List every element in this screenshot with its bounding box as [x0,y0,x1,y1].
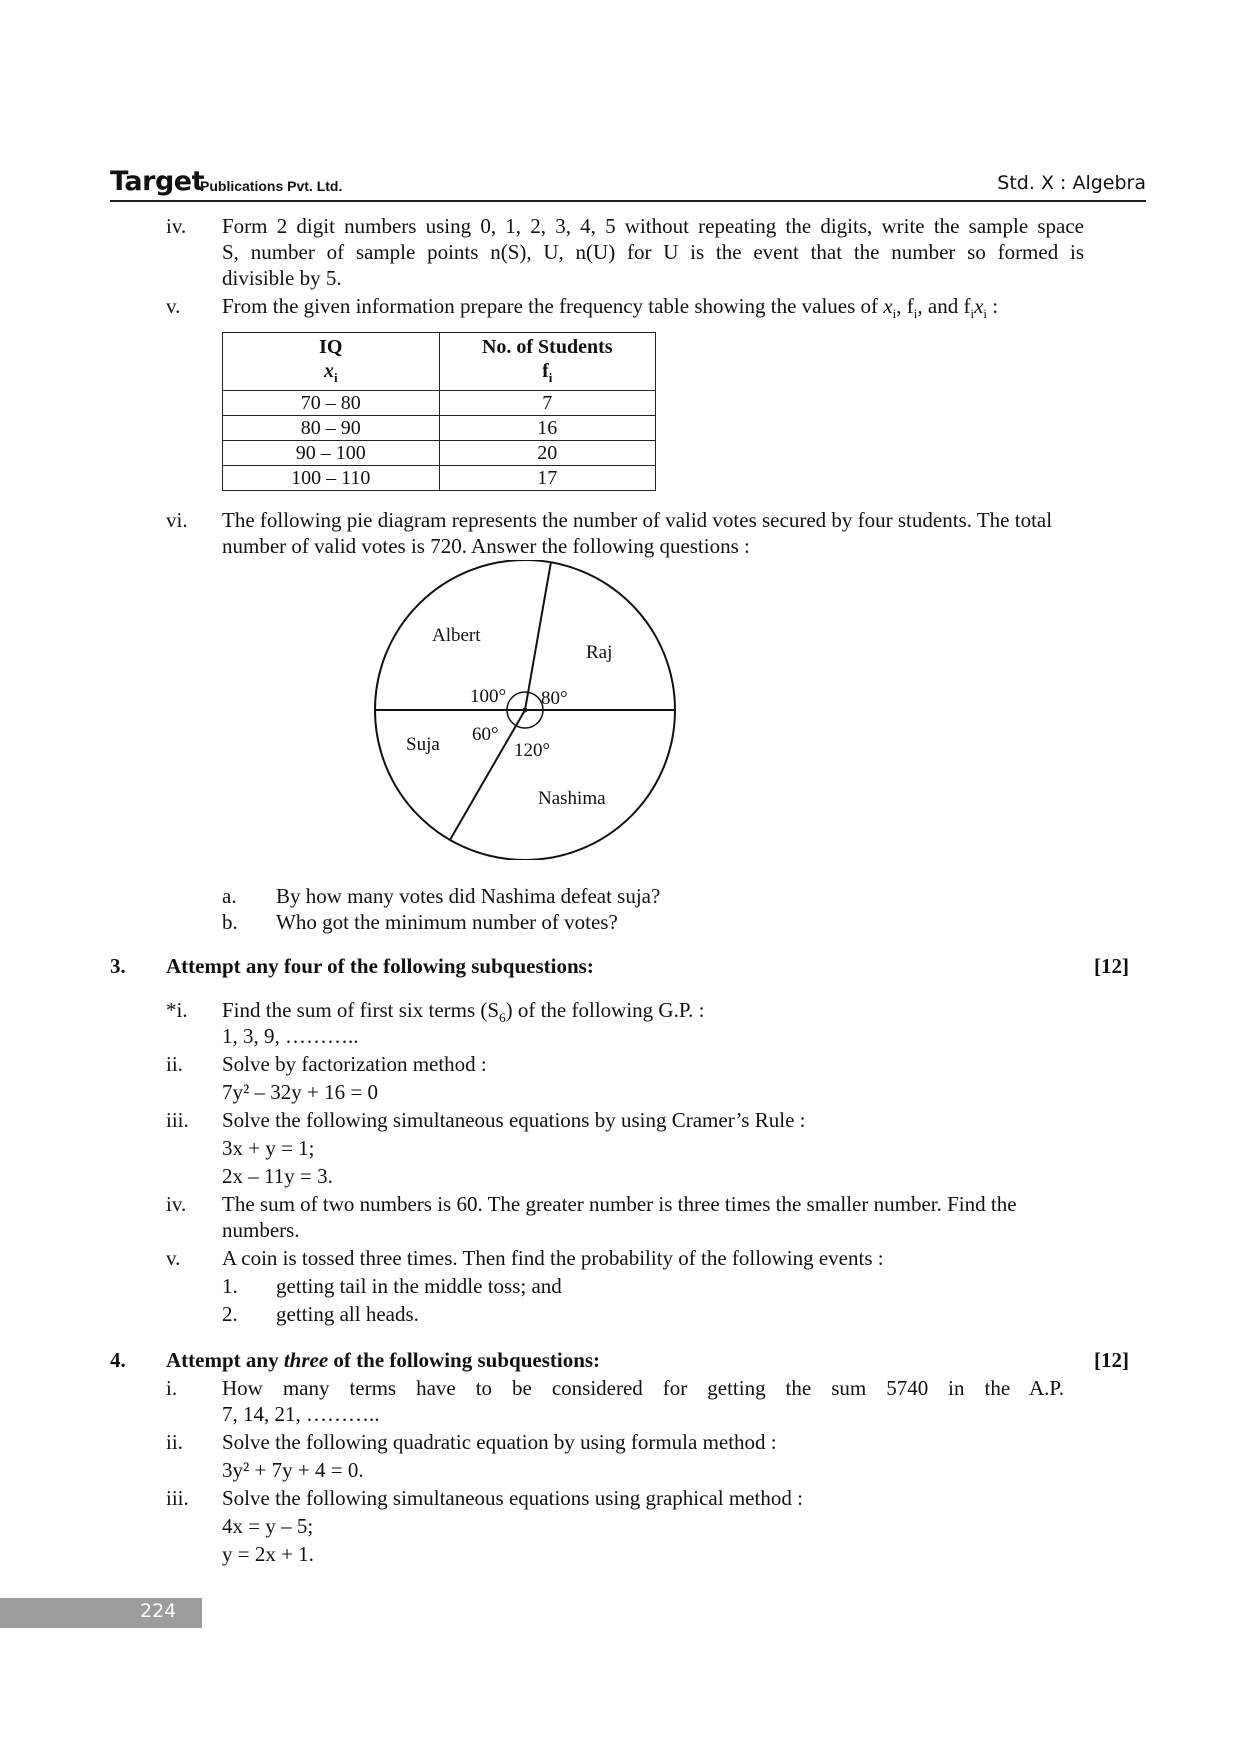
pie-angle-suja: 60° [472,724,499,745]
table-header-row [223,333,656,391]
page-number: 224 [140,1600,177,1622]
table-cell-iq: 70 – 80 [223,391,440,416]
q4-number: 4. [110,1348,126,1372]
pie-diagram [360,560,690,860]
q3-marks: [12] [1094,954,1129,978]
q4-iii-line1: Solve the following simultaneous equations using graphical method : [222,1486,803,1510]
q3-v-1-text: getting tail in the middle toss; and [276,1274,562,1298]
pie-label-raj: Raj [586,642,613,663]
q3-v-number: v. [166,1246,181,1270]
q4-iii-number: iii. [166,1486,189,1510]
q3-iii-number: iii. [166,1108,189,1132]
q2-vi-a-number: a. [222,884,237,908]
q4-ii-number: ii. [166,1430,183,1454]
q2-iv-line1: Form 2 digit numbers using 0, 1, 2, 3, 4, 5 without repeating the digits, write the sample space [222,214,1084,238]
q2-iv-number: iv. [166,214,187,238]
table-header-students: No. of Students $f_i$ [439,333,656,391]
pie-label-nashima: Nashima [538,788,606,809]
q2-vi-line1: The following pie diagram represents the number of valid votes secured by four students. The total [222,508,1053,532]
q4-title: Attempt any three of the following subquestions: [166,1348,601,1372]
q3-i-line1: Find the sum of first six terms $(S_6)$ of the following G.P. : [222,998,705,1026]
q2-vi-number: vi. [166,508,188,532]
brand-subtitle: Publications Pvt. Ltd. [200,178,343,194]
table-cell-iq: 90 – 100 [223,441,440,466]
q4-marks: [12] [1094,1348,1129,1372]
pie-label-albert: Albert [432,625,481,646]
table-cell-f: 17 [439,466,656,491]
q2-v-text: From the given information prepare the frequency table showing the values of $x_i$, $f_i$, and $f_ix_i$ : [222,294,999,322]
q2-vi-b-number: b. [222,910,238,934]
q3-title: Attempt any four of the following subquestions: [166,954,594,978]
brand-logo: Target [110,166,205,197]
iq-frequency-table [222,332,656,491]
q4-iii-equation2: y = 2x + 1. [222,1542,314,1566]
pie-label-suja: Suja [406,734,440,755]
q3-iv-line1: The sum of two numbers is 60. The greater number is three times the smaller number. Find the [222,1192,1017,1216]
q4-iii-equation1: 4x = y – 5; [222,1514,314,1538]
page-header [110,166,1146,202]
q4-ii-equation: 3y² + 7y + 4 = 0. [222,1458,364,1482]
q3-iv-number: iv. [166,1192,187,1216]
pie-angle-nashima: 120° [514,740,551,761]
q3-i-number: *i. [166,998,188,1022]
q4-i-line2: 7, 14, 21, ……….. [222,1402,380,1426]
table-cell-iq: 100 – 110 [223,466,440,491]
table-row [223,466,656,491]
pie-angle-albert: 100° [470,686,507,707]
q3-ii-line1: Solve by factorization method : [222,1052,487,1076]
q2-iv-line3: divisible by 5. [222,266,342,290]
q3-iv-line2: numbers. [222,1218,300,1242]
pie-angle-raj: 80° [541,688,568,709]
table-cell-f: 20 [439,441,656,466]
table-cell-f: 16 [439,416,656,441]
table-cell-f: 7 [439,391,656,416]
table-row [223,416,656,441]
q3-iii-equation2: 2x – 11y = 3. [222,1164,333,1188]
q3-v-2-number: 2. [222,1302,238,1326]
q3-number: 3. [110,954,126,978]
q3-v-2-text: getting all heads. [276,1302,419,1326]
q2-vi-line2: number of valid votes is 720. Answer the following questions : [222,534,750,558]
q2-vi-b-text: Who got the minimum number of votes? [276,910,618,934]
q3-ii-number: ii. [166,1052,183,1076]
table-header-iq: IQ $x_i$ [223,333,440,391]
q2-vi-a-text: By how many votes did Nashima defeat suja? [276,884,661,908]
q3-i-line2: 1, 3, 9, ……….. [222,1024,359,1048]
q2-iv-line2: S, number of sample points n(S), U, n(U) for U is the event that the number so formed is [222,240,1084,264]
q3-v-line1: A coin is tossed three times. Then find the probability of the following events : [222,1246,884,1270]
table-cell-iq: 80 – 90 [223,416,440,441]
q4-i-number: i. [166,1376,178,1400]
q3-v-1-number: 1. [222,1274,238,1298]
pie-center-dot [523,708,528,713]
q3-ii-equation: 7y² – 32y + 16 = 0 [222,1080,378,1104]
table-row [223,441,656,466]
q4-i-line1: How many terms have to be considered for getting the sum 5740 in the A.P. [222,1376,1064,1400]
q2-v-number: v. [166,294,181,318]
q4-ii-line1: Solve the following quadratic equation by using formula method : [222,1430,777,1454]
subject-label: Std. X : Algebra [997,172,1146,194]
table-row [223,391,656,416]
q3-iii-equation1: 3x + y = 1; [222,1136,315,1160]
q3-iii-line1: Solve the following simultaneous equations by using Cramer’s Rule : [222,1108,806,1132]
